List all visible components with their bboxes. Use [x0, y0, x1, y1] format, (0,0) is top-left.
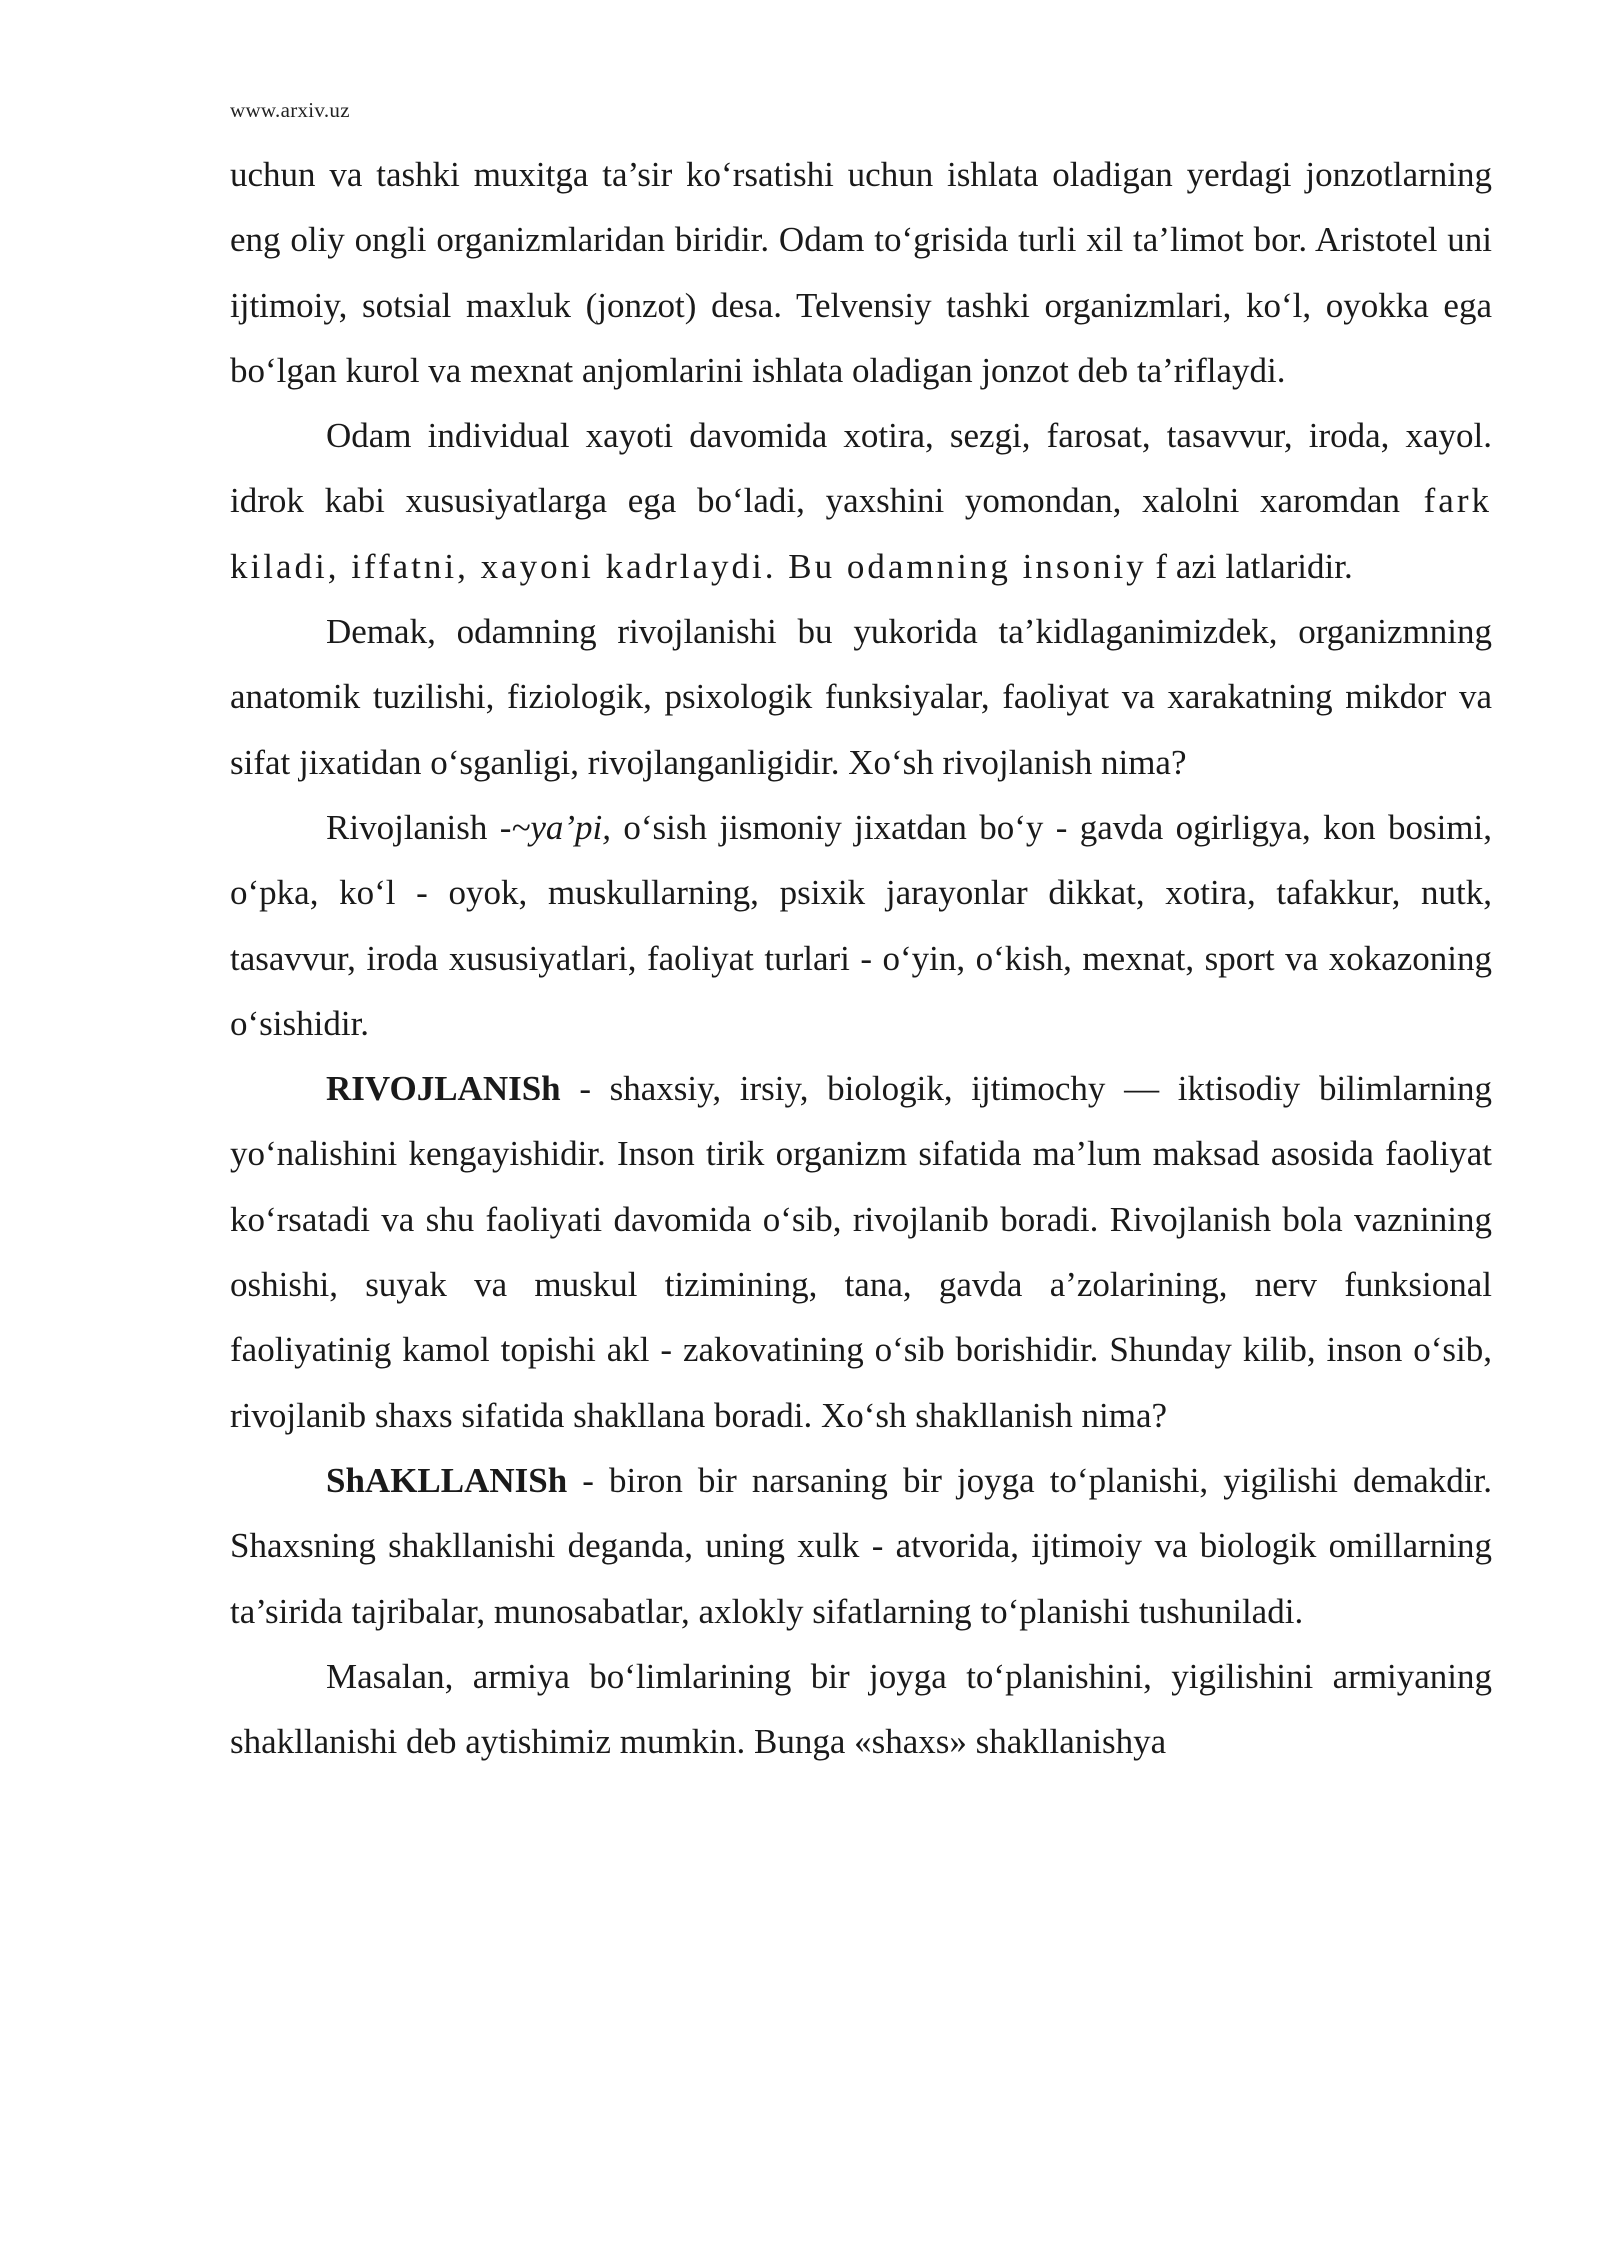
- term-rivojlanish: RIVOJLANISh: [326, 1069, 561, 1109]
- paragraph-2-tail: f azi latlaridir.: [1146, 546, 1353, 586]
- paragraph-6-text: - biron bir narsaning bir joyga to‘planishi, yigilishi demakdir. Shaxsning shakllanishi deganda, uning xulk - atvorida, ijtimoiy va biologik omillarning ta’sirida tajribalar, munosabatlar, axlokly sifatlarning to‘planishi tushuniladi.: [230, 1460, 1492, 1631]
- document-body: [230, 142, 1492, 1774]
- paragraph-3: Demak, odamning rivojlanishi bu yukorida ta’kidlaganimizdek, organizmning anatomik tuzilishi, fiziologik, psixologik funksiyalar, faoliyat va xarakatning mikdor va sifat jixatidan o‘sganligi, rivojlanganligidir. Xo‘sh rivojlanish nima?: [230, 612, 1492, 782]
- paragraph-6: [230, 1448, 1492, 1644]
- paragraph-7: Masalan, armiya bo‘limlarining bir joyga to‘planishini, yigilishini armiyaning shakllanishi deb aytishimiz mumkin. Bunga «shaxs» shakllanishya: [230, 1656, 1492, 1762]
- paragraph-1: uchun va tashki muxitga ta’sir ko‘rsatishi uchun ishlata oladigan yerdagi jonzotlarning eng oliy ongli organizmlaridan biridir. Odam to‘grisida turli xil ta’limot bor. Aristotel uni ijtimoiy, sotsial maxluk (jonzot) desa. Telvensiy tashki organizmlari, ko‘l, oyokka ega bo‘lgan kurol va mexnat anjomlarini ishlata oladigan jonzot deb ta’riflaydi.: [230, 155, 1492, 390]
- paragraph-2: [230, 403, 1492, 599]
- paragraph-2-text: Odam individual xayoti davomida xotira, sezgi, farosat, tasavvur, iroda, xayol. idrok kabi xususiyatlarga ega bo‘ladi, yaxshini yomondan, xalolni xaromdan: [230, 416, 1492, 521]
- term-shakllanish: ShAKLLANISh: [326, 1460, 568, 1500]
- paragraph-2-spaced-text: fark kiladi, iffatni, xayoni kadrlaydi. Bu odamning insoniy: [230, 481, 1492, 586]
- site-url-header: www.arxiv.uz: [230, 98, 350, 122]
- paragraph-4-italic: -~ya’pi,: [499, 807, 612, 847]
- paragraph-4-text: o‘sish jismoniy jixatdan bo‘y - gavda ogirligya, kon bosimi, o‘pka, ko‘l - oyok, muskullarning, psixik jarayonlar dikkat, xotira, tafakkur, nutk, tasavvur, iroda xususiyatlari, faoliyat turlari - o‘yin, o‘kish, mexnat, sport va xokazoning o‘sishidir.: [230, 807, 1492, 1043]
- paragraph-5: [230, 1056, 1492, 1448]
- paragraph-4-lead: Rivojlanish: [326, 807, 500, 847]
- paragraph-4: [230, 795, 1492, 1056]
- paragraph-5-text: - shaxsiy, irsiy, biologik, ijtimochy — iktisodiy bilimlarning yo‘nalishini kengayishidir. Inson tirik organizm sifatida ma’lum maksad asosida faoliyat ko‘rsatadi va shu faoliyati davomida o‘sib, rivojlanib boradi. Rivojlanish bola vaznining oshishi, suyak va muskul tizimining, tana, gavda a’zolarining, nerv funksional faoliyatinig kamol topishi akl - zakovatining o‘sib borishidir. Shunday kilib, inson o‘sib, rivojlanib shaxs sifatida shakllana boradi. Xo‘sh shakllanish nima?: [230, 1069, 1492, 1435]
